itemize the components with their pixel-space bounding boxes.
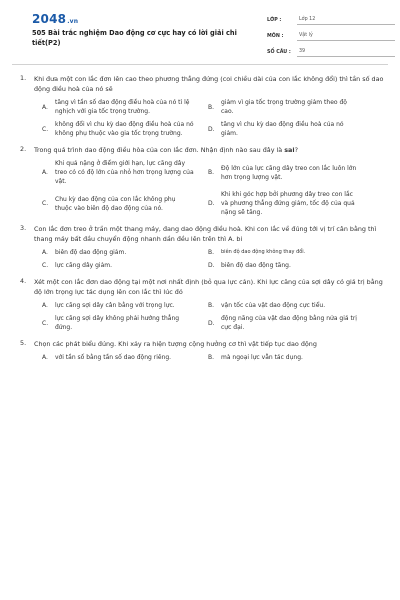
question-4 [12, 277, 388, 332]
option-letter: D. [208, 319, 215, 327]
answer-options [42, 98, 388, 138]
option-text: động năng của vật dao động bằng nửa giá trị cực đại. [221, 315, 357, 331]
question-text: Xét một con lắc đơn dao động tại một nơi nhất định (bỏ qua lực cản). Khi lực căng của sợi dây có giá trị bằng độ lớn trọng lực tác dụng lên con lắc thì lúc đó [34, 278, 383, 296]
option-c[interactable] [42, 261, 194, 270]
answer-options [42, 353, 388, 362]
meta-value-count: 39 [297, 49, 395, 57]
question-text: Chọn các phát biểu đúng. Khi xảy ra hiện tượng cộng hưởng cơ thì vật tiếp tục dao động [34, 340, 317, 348]
option-c[interactable] [42, 120, 194, 138]
question-list [12, 74, 388, 369]
option-a[interactable] [42, 159, 194, 186]
question-1 [12, 74, 388, 138]
meta-row-subject [267, 28, 395, 41]
question-number: 4. [20, 277, 27, 285]
option-letter: A. [42, 103, 48, 111]
option-letter: C. [42, 262, 49, 269]
document-meta [267, 12, 395, 60]
answer-options [42, 159, 388, 217]
question-text: Con lắc đơn treo ở trần một thang máy, đang dao động điều hoà. Khi con lắc về đúng tới vị trí cân bằng thì thang máy bất đầu chuyển động nhanh dần đều lên trên thì A. bi [34, 225, 377, 243]
answer-options [42, 301, 388, 332]
header-divider [12, 64, 388, 65]
meta-row-grade [267, 12, 395, 25]
option-b[interactable] [208, 248, 360, 257]
meta-value-grade: Lớp 12 [297, 17, 395, 25]
meta-value-subject: Vật lý [297, 33, 395, 41]
option-letter: C. [42, 200, 49, 207]
question-number: 5. [20, 339, 27, 347]
option-text: tăng vì tần số dao động điều hoà của nó tỉ lệ nghịch với gia tốc trọng trường. [55, 99, 190, 115]
option-b[interactable] [208, 301, 360, 310]
answer-options [42, 248, 388, 270]
option-letter: A. [42, 302, 48, 309]
option-a[interactable] [42, 301, 194, 310]
site-logo[interactable] [32, 12, 78, 26]
option-a[interactable] [42, 248, 194, 257]
option-letter: A. [42, 169, 48, 176]
option-letter: B. [208, 103, 215, 111]
option-text: biên độ dao động giảm. [55, 249, 127, 256]
option-text: biên độ dao động tăng. [221, 262, 291, 269]
option-a[interactable] [42, 98, 194, 116]
option-text: Khi khi góc hợp bởi phương dây treo con lắc và phương thẳng đứng giảm, tốc độ của quả nặng sẽ tăng. [221, 191, 355, 216]
option-letter: B. [208, 354, 215, 361]
option-d[interactable] [208, 190, 360, 217]
option-text: lực căng dây giảm. [55, 262, 113, 269]
question-number: 1. [20, 74, 27, 82]
option-letter: C. [42, 319, 49, 327]
logo-domain: .vn [67, 18, 79, 25]
question-text-main: Trong quá trình dao động điều hòa của con lắc đơn. Nhận định nào sau đây là [34, 146, 285, 154]
option-letter: B. [208, 169, 215, 176]
question-text [34, 145, 384, 155]
option-text: Chu kỳ dao động của con lắc không phụ thuộc vào biên độ dao động của nó. [55, 195, 176, 212]
meta-label: MÔN : [267, 34, 284, 39]
option-letter: D. [208, 262, 215, 269]
question-2 [12, 145, 388, 217]
option-d[interactable] [208, 314, 360, 332]
option-c[interactable] [42, 190, 194, 217]
option-text: Độ lớn của lực căng dây treo con lắc luôn lớn hơn trọng lượng vật. [221, 164, 357, 181]
question-number: 2. [20, 145, 27, 153]
meta-label: LỚP : [267, 18, 282, 23]
option-text: lực căng sợi dây không phải hướng thẳng đứng. [55, 315, 180, 331]
option-d[interactable] [208, 261, 360, 270]
question-3 [12, 224, 388, 270]
option-text: lực căng sợi dây cân bằng với trọng lực. [55, 302, 175, 309]
option-text: Khi quả nặng ở điểm giới hạn, lực căng dây treo có có độ lớn của nhỏ hơn trọng lượng của vật. [55, 160, 194, 185]
option-text: không đổi vì chu kỳ dao động điều hoà của nó không phụ thuộc vào gia tốc trọng trường. [55, 121, 194, 137]
option-b[interactable] [208, 98, 360, 116]
meta-row-count [267, 44, 395, 57]
option-letter: B. [208, 249, 215, 256]
option-b[interactable] [208, 353, 360, 362]
option-a[interactable] [42, 353, 194, 362]
question-text: Khi đưa một con lắc đơn lên cao theo phương thẳng đứng (coi chiều dài của con lắc không đổi) thì tần số dao động điều hoà của nó sẽ [34, 75, 384, 93]
question-emphasis: sai [284, 146, 295, 154]
option-c[interactable] [42, 314, 194, 332]
option-d[interactable] [208, 120, 360, 138]
option-letter: A. [42, 249, 48, 256]
question-5 [12, 339, 388, 362]
option-text: giảm vì gia tốc trọng trường giảm theo độ cao. [221, 99, 347, 115]
logo-text: 2048 [32, 12, 67, 26]
option-letter: B. [208, 302, 215, 309]
question-number: 3. [20, 224, 27, 232]
option-text: tăng vì chu kỳ dao động điều hoà của nó giảm. [221, 121, 344, 137]
option-letter: D. [208, 125, 215, 133]
document-title: 505 Bài trắc nghiệm Dao động cơ cực hay có lời giải chi tiết(P2) [32, 29, 237, 47]
option-text: với tần số bằng tần số dao động riêng. [55, 354, 172, 361]
option-text: biên độ dao động không thay đổi. [221, 249, 306, 255]
page-header [12, 0, 388, 64]
option-letter: C. [42, 125, 49, 133]
option-letter: A. [42, 354, 48, 361]
question-text-end: ? [294, 146, 298, 154]
option-text: mà ngoại lực vẫn tác dụng. [221, 354, 303, 361]
option-b[interactable] [208, 159, 360, 186]
meta-label: SỐ CÂU : [267, 50, 291, 55]
option-text: vận tốc của vật dao động cực tiểu. [221, 302, 326, 309]
option-letter: D. [208, 200, 215, 207]
